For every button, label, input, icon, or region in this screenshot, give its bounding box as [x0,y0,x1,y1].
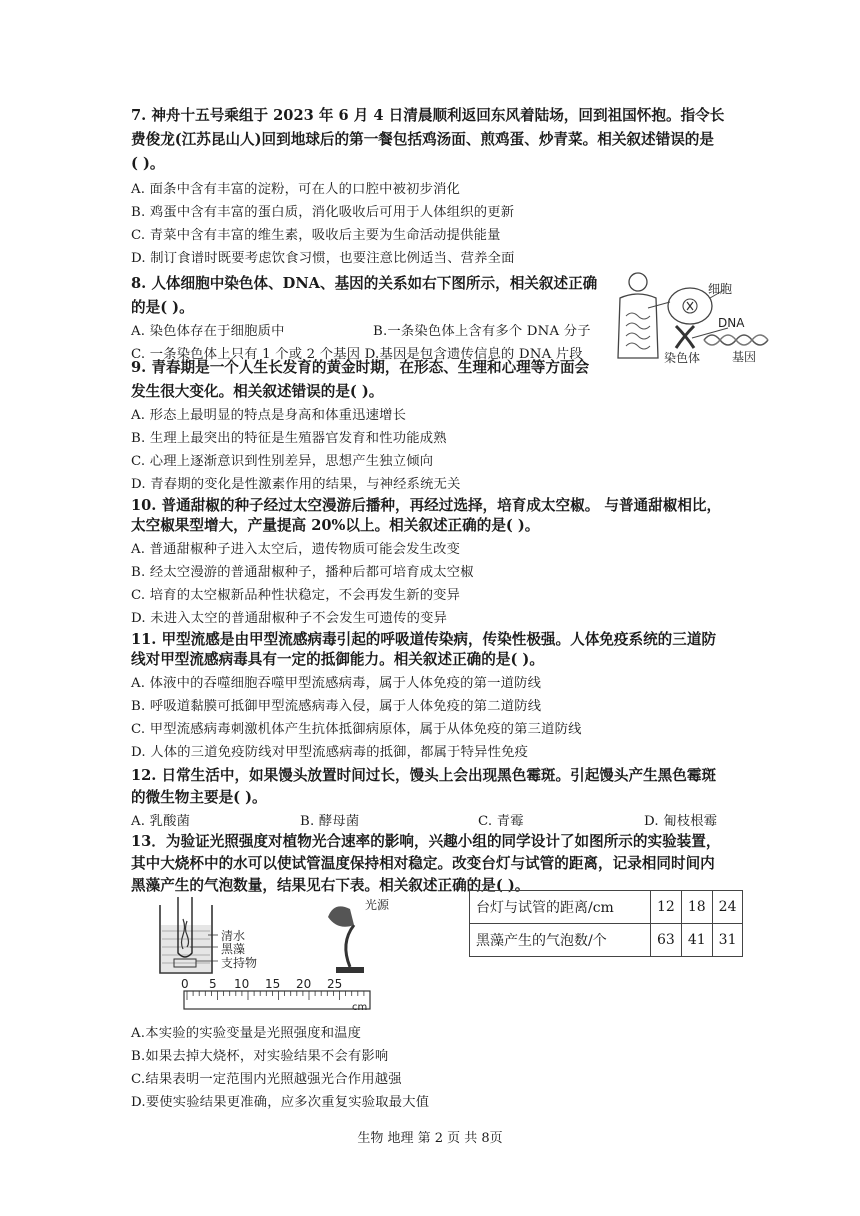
q7-option-c: C. 青菜中含有丰富的维生素，吸收后主要为生命活动提供能量 [131,228,501,243]
q10-option-d: D. 未进入太空的普通甜椒种子不会发生可遗传的变异 [131,611,448,626]
q8-option-a: A. 染色体存在于细胞质中 [131,324,285,339]
ruler-tick-15: 15 [265,977,281,991]
q7-stem-line1: 7. 神舟十五号乘组于 2023 年 6 月 4 日清晨顺利返回东风着陆场，回到祖国怀抱。指令长 [131,107,725,124]
table-cell: 41 [681,924,712,957]
table-header-distance: 台灯与试管的距离/cm [470,891,651,924]
q7-option-a: A. 面条中含有丰富的淀粉，可在人的口腔中被初步消化 [131,182,461,197]
q7-option-b: B. 鸡蛋中含有丰富的蛋白质，消化吸收后可用于人体组织的更新 [131,205,515,220]
fig-label-gene: 基因 [732,350,757,364]
q9-option-c: C. 心理上逐渐意识到性别差异，思想产生独立倾向 [131,454,434,469]
fig-label-water: 清水 [221,929,246,943]
q13-option-b: B.如果去掉大烧杯，对实验结果不会有影响 [131,1049,389,1064]
fig-label-light-source: 光源 [365,898,390,912]
table-cell: 18 [681,891,712,924]
q9-stem-line2: 发生很大变化。相关叙述错误的是( )。 [131,383,384,400]
ruler-unit: cm [352,1002,368,1013]
table-header-bubbles: 黑藻产生的气泡数/个 [470,924,651,957]
q9-option-b: B. 生理上最突出的特征是生殖器官发育和性功能成熟 [131,431,447,446]
q9-option-d: D. 青春期的变化是性激素作用的结果，与神经系统无关 [131,477,461,492]
q12-option-a: A. 乳酸菌 [131,814,191,829]
q11-option-d: D. 人体的三道免疫防线对甲型流感病毒的抵御，都属于特异性免疫 [131,745,529,760]
q8-option-b: B.一条染色体上含有多个 DNA 分子 [373,324,591,339]
q9-option-a: A. 形态上最明显的特点是身高和体重迅速增长 [131,408,407,423]
q8-stem-line1: 8. 人体细胞中染色体、DNA、基因的关系如右下图所示，相关叙述正确 [131,275,598,292]
ruler-tick-0: 0 [181,977,189,991]
q10-option-c: C. 培育的太空椒新品种性状稳定，不会再发生新的变异 [131,588,461,603]
q13-stem-line3: 黑藻产生的气泡数量，结果见右下表。相关叙述正确的是( )。 [131,877,530,894]
table-cell: 24 [712,891,743,924]
q7-stem-line3: ( )。 [131,155,165,172]
page-footer: 生物 地理 第 2 页 共 8页 [357,1131,503,1146]
q7-stem-line2: 费俊龙(江苏昆山人)回到地球后的第一餐包括鸡汤面、煎鸡蛋、炒青菜。相关叙述错误的是 [131,131,714,148]
q11-option-b: B. 呼吸道黏膜可抵御甲型流感病毒入侵，属于人体免疫的第二道防线 [131,699,542,714]
q9-stem-line1: 9. 青春期是一个人生长发育的黄金时期，在形态、生理和心理等方面会 [131,359,590,376]
table-row [470,891,743,924]
fig-label-algae: 黑藻 [221,942,246,956]
q8-stem-line2: 的是( )。 [131,299,194,316]
q11-option-c: C. 甲型流感病毒刺激机体产生抗体抵御病原体，属于从体免疫的第三道防线 [131,722,582,737]
q10-stem-line2: 太空椒果型增大，产量提高 20%以上。相关叙述正确的是( )。 [131,517,540,534]
table-cell: 12 [651,891,682,924]
table-row [470,924,743,957]
q11-stem-line1: 11. 甲型流感是由甲型流感病毒引起的呼吸道传染病，传染性极强。人体免疫系统的三道防 [131,631,717,648]
q12-option-b: B. 酵母菌 [300,814,360,829]
q13-option-d: D.要使实验结果更准确，应多次重复实验取最大值 [131,1095,430,1110]
ruler-tick-20: 20 [296,977,312,991]
ruler-tick-25: 25 [327,977,343,991]
q10-stem-line1: 10. 普通甜椒的种子经过太空漫游后播种，再经过选择，培育成太空椒。 与普通甜椒相比， [131,497,722,514]
bubble-count-table [469,890,743,957]
q8-option-cd: C. 一条染色体上只有 1 个或 2 个基因 D.基因是包含遗传信息的 DNA 片段 [131,347,583,362]
q12-stem-line1: 12. 日常生活中，如果馒头放置时间过长，馒头上会出现黑色霉斑。引起馒头产生黑色霉斑 [131,767,717,784]
table-cell: 63 [651,924,682,957]
q13-option-a: A.本实验的实验变量是光照强度和温度 [131,1026,362,1041]
fig-label-chromosome: 染色体 [664,351,701,365]
q12-option-c: C. 青霉 [478,814,524,829]
q13-stem-line1: 13．为验证光照强度对植物光合速率的影响，兴趣小组的同学设计了如图所示的实验装置， [131,833,721,850]
q13-option-c: C.结果表明一定范围内光照越强光合作用越强 [131,1072,402,1087]
fig-label-support: 支持物 [221,956,258,970]
q13-stem-line2: 其中大烧杯中的水可以使试管温度保持相对稳定。改变台灯与试管的距离，记录相同时间内 [131,855,715,872]
q7-option-d: D. 制订食谱时既要考虑饮食习惯，也要注意比例适当、营养全面 [131,251,515,266]
q11-option-a: A. 体液中的吞噬细胞吞噬甲型流感病毒，属于人体免疫的第一道防线 [131,676,542,691]
q10-option-b: B. 经太空漫游的普通甜椒种子，播种后都可培育成太空椒 [131,565,474,580]
ruler-tick-10: 10 [234,977,250,991]
apparatus-figure [150,895,380,1020]
q12-stem-line2: 的微生物主要是( )。 [131,789,267,806]
ruler-tick-5: 5 [209,977,217,991]
table-cell: 31 [712,924,743,957]
q12-option-d: D. 匍枝根霉 [644,814,718,829]
q10-option-a: A. 普通甜椒种子进入太空后，遗传物质可能会发生改变 [131,542,461,557]
fig-label-dna: DNA [718,316,745,330]
fig-label-cell: 细胞 [708,282,733,296]
q11-stem-line2: 线对甲型流感病毒具有一定的抵御能力。相关叙述正确的是( )。 [131,651,544,668]
